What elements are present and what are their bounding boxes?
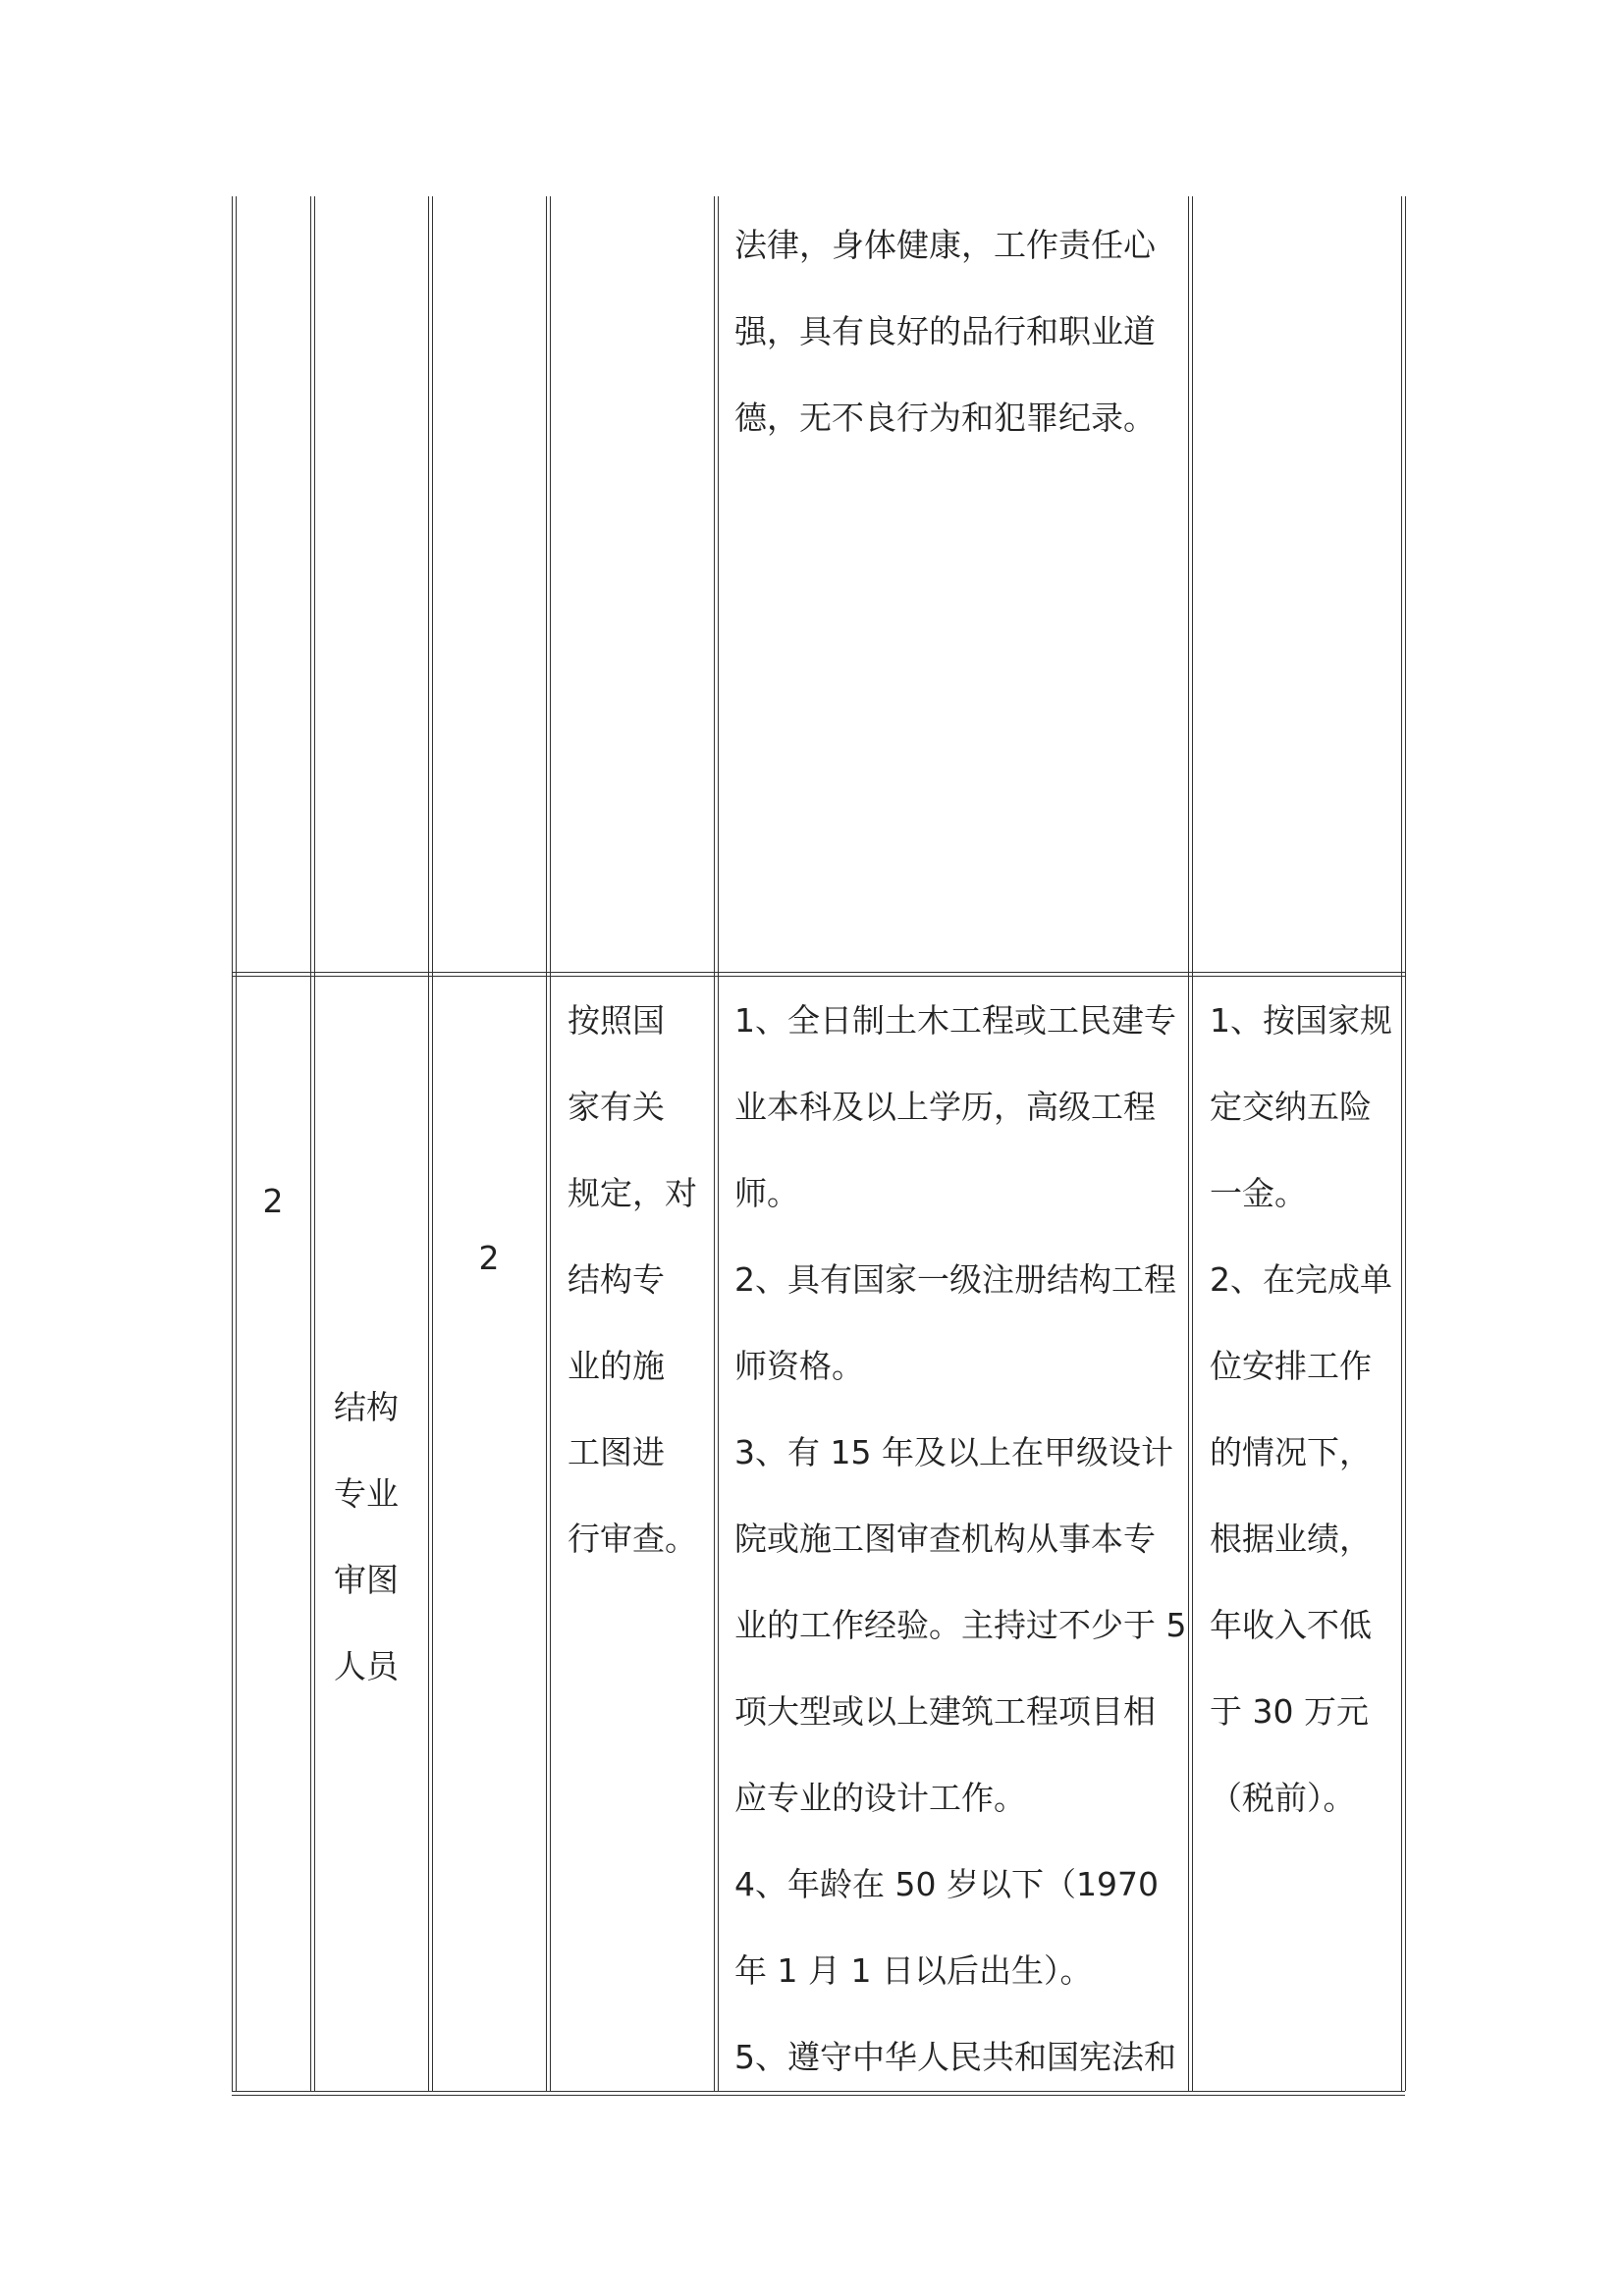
col-rule-5 (714, 196, 715, 972)
col-rule-2 (310, 196, 311, 972)
duty-line: 业的施 (568, 1347, 665, 1385)
row2-benefits (1210, 978, 1392, 1842)
duty-line: 工图进 (568, 1433, 665, 1471)
col-rule-6b (1188, 972, 1189, 2091)
row2-index: 2 (262, 1182, 284, 1220)
row2-requirements (734, 978, 1187, 2101)
duty-line: 按照国 (568, 1001, 665, 1040)
col-rule-6 (1188, 196, 1189, 972)
duty-line: 规定，对 (568, 1174, 697, 1212)
col-rule-4 (546, 196, 547, 972)
col-rule-1 (232, 196, 233, 972)
req-line: 业的工作经验。主持过不少于 5 (734, 1606, 1187, 1644)
benefit-line: 的情况下， (1210, 1433, 1372, 1471)
req-line: 院或施工图审查机构从事本专 (734, 1520, 1156, 1558)
req-line: 4、年龄在 50 岁以下（1970 (734, 1865, 1159, 1903)
req-line: 5、遵守中华人民共和国宪法和 (734, 2038, 1176, 2076)
row-separator (232, 972, 1405, 973)
position-line: 人员 (334, 1647, 399, 1685)
col-rule-3 (428, 196, 429, 972)
benefit-line: 根据业绩， (1210, 1520, 1372, 1558)
req-line: 师。 (734, 1174, 799, 1212)
row2-duty (568, 978, 697, 1582)
benefit-line: 一金。 (1210, 1174, 1307, 1212)
benefit-line: 位安排工作 (1210, 1347, 1372, 1385)
req-line: 2、具有国家一级注册结构工程 (734, 1260, 1176, 1299)
req-line: 业本科及以上学历，高级工程 (734, 1088, 1156, 1126)
benefit-line: （税前）。 (1210, 1779, 1356, 1817)
benefit-line: 定交纳五险 (1210, 1088, 1372, 1126)
benefit-line: 1、按国家规 (1210, 1001, 1392, 1040)
col-rule-3b (428, 972, 429, 2091)
duty-line: 家有关 (568, 1088, 665, 1126)
row1-req-line: 德，无不良行为和犯罪纪录。 (734, 399, 1156, 437)
benefit-line: 于 30 万元 (1210, 1692, 1369, 1731)
duty-line: 行审查。 (568, 1520, 697, 1558)
row1-req-line: 法律，身体健康，工作责任心 (734, 226, 1156, 264)
position-line: 审图 (334, 1561, 399, 1599)
req-line: 应专业的设计工作。 (734, 1779, 1026, 1817)
duty-line: 结构专 (568, 1260, 665, 1299)
position-line: 结构 (334, 1388, 399, 1426)
col-rule-2b (310, 972, 311, 2091)
req-line: 项大型或以上建筑工程项目相 (734, 1692, 1156, 1731)
row1-req-line: 强，具有良好的品行和职业道 (734, 312, 1156, 350)
row2-count: 2 (478, 1239, 500, 1277)
req-line: 师资格。 (734, 1347, 864, 1385)
position-line: 专业 (334, 1474, 399, 1513)
col-rule-7 (1401, 196, 1402, 972)
col-rule-1b (232, 972, 233, 2091)
row2-position (334, 1364, 399, 1710)
benefit-line: 2、在完成单 (1210, 1260, 1392, 1299)
row1-requirements (734, 202, 1156, 461)
req-line: 年 1 月 1 日以后出生）。 (734, 1951, 1093, 1990)
req-line: 1、全日制土木工程或工民建专 (734, 1001, 1176, 1040)
col-rule-7b (1401, 972, 1402, 2091)
req-line: 3、有 15 年及以上在甲级设计 (734, 1433, 1173, 1471)
benefit-line: 年收入不低 (1210, 1606, 1372, 1644)
col-rule-4b (546, 972, 547, 2091)
col-rule-5b (714, 972, 715, 2091)
